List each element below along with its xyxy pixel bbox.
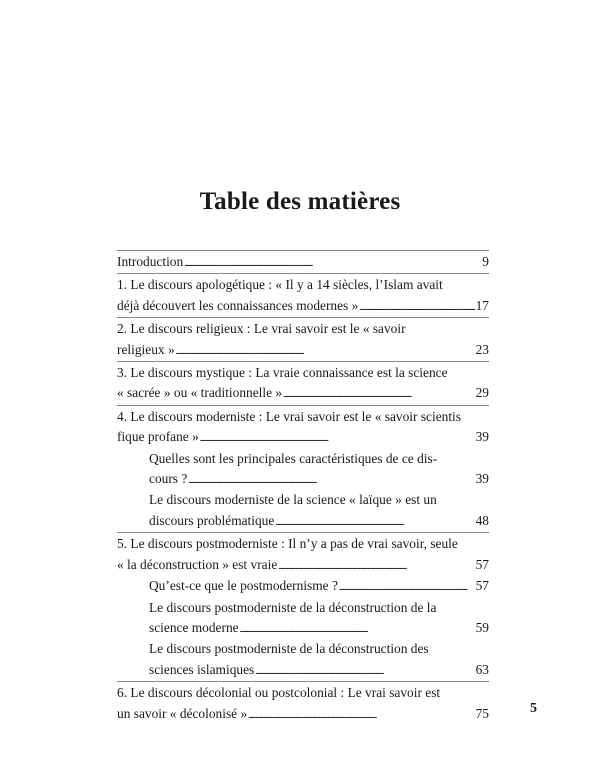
toc-section-entry[interactable] bbox=[149, 576, 489, 597]
toc-entry-text: Quelles sont les principales caractéristiques de ce dis- bbox=[149, 450, 438, 466]
toc-entry-line bbox=[117, 252, 489, 273]
toc-entry-text: Qu’est-ce que le postmodernisme ? bbox=[149, 578, 338, 594]
toc-page-number: 17 bbox=[475, 297, 489, 313]
toc-section-entry[interactable] bbox=[149, 639, 489, 681]
toc-entry-line bbox=[149, 469, 489, 490]
dot-leader bbox=[275, 511, 474, 532]
toc-entry-text: science moderne bbox=[149, 619, 239, 635]
toc-page-number: 23 bbox=[475, 341, 489, 357]
toc-entry-text: Introduction bbox=[117, 254, 184, 269]
page-title: Table des matières bbox=[199, 188, 401, 215]
dot-leader bbox=[188, 469, 474, 490]
dot-leader bbox=[278, 555, 474, 576]
dot-leader bbox=[255, 660, 474, 681]
toc-chapter-entry[interactable] bbox=[117, 361, 489, 405]
dot-leader bbox=[359, 296, 474, 317]
toc-entry-line bbox=[117, 363, 489, 383]
toc-chapter-entry[interactable] bbox=[117, 250, 489, 273]
dot-leader bbox=[240, 618, 475, 639]
toc-page-number: 57 bbox=[475, 556, 489, 572]
dot-leader bbox=[248, 704, 474, 725]
toc-entry-text: déjà découvert les connaissances modernes » bbox=[117, 297, 359, 313]
toc-entry-line bbox=[117, 683, 489, 703]
toc-entry-line bbox=[117, 534, 489, 554]
dot-leader bbox=[339, 576, 475, 597]
toc-section-entry[interactable] bbox=[149, 598, 489, 640]
toc-entry-text: religieux » bbox=[117, 341, 175, 357]
toc-entry-text: 2. Le discours religieux : Le vrai savoir est le « savoir bbox=[117, 321, 406, 337]
toc-chapter-entry[interactable] bbox=[117, 273, 489, 317]
toc-entry-line bbox=[149, 511, 489, 532]
toc-page-number: 9 bbox=[482, 254, 489, 269]
toc-entry-line bbox=[149, 490, 489, 510]
toc-entry-line bbox=[117, 704, 489, 725]
toc-page-number: 48 bbox=[475, 512, 489, 528]
toc-entry-line bbox=[149, 449, 489, 469]
toc-entry-text: un savoir « décolonisé » bbox=[117, 705, 248, 721]
toc-entry-text: 4. Le discours moderniste : Le vrai savoir est le « savoir scientis bbox=[117, 408, 461, 424]
toc-entry-text: 5. Le discours postmoderniste : Il n’y a pas de vrai savoir, seule bbox=[117, 536, 458, 552]
toc-entry-text: fique profane » bbox=[117, 429, 199, 445]
toc-entry-text: 6. Le discours décolonial ou postcolonial : Le vrai savoir est bbox=[117, 685, 441, 701]
toc-entry-text: Le discours moderniste de la science « laïque » est un bbox=[149, 492, 437, 508]
toc-section-entry[interactable] bbox=[149, 449, 489, 491]
toc-entry-text: discours problématique bbox=[149, 512, 275, 528]
toc-page-number: 63 bbox=[475, 661, 489, 677]
toc-entry-text: sciences islamiques bbox=[149, 661, 255, 677]
toc-entry-line bbox=[149, 618, 489, 639]
dot-leader bbox=[184, 252, 481, 273]
toc-page-number: 59 bbox=[475, 619, 489, 635]
toc-entry-line bbox=[117, 296, 489, 317]
toc-page-number: 39 bbox=[475, 429, 489, 445]
toc-page-number: 75 bbox=[475, 705, 489, 721]
toc-entry-text: « sacrée » ou « traditionnelle » bbox=[117, 385, 283, 401]
toc-chapter-entry[interactable] bbox=[117, 405, 489, 449]
dot-leader bbox=[283, 383, 475, 404]
toc-entry-line bbox=[149, 576, 489, 597]
toc-chapter-entry[interactable] bbox=[117, 532, 489, 576]
dot-leader bbox=[176, 340, 475, 361]
toc-section-entry[interactable] bbox=[149, 490, 489, 532]
toc-chapter-entry[interactable] bbox=[117, 681, 489, 725]
toc-entry-line bbox=[117, 340, 489, 361]
page-number: 5 bbox=[530, 701, 537, 716]
toc-entry-text: cours ? bbox=[149, 471, 188, 487]
toc-chapter-entry[interactable] bbox=[117, 317, 489, 361]
toc-entry-line bbox=[117, 319, 489, 339]
toc-entry-text: Le discours postmoderniste de la déconstruction des bbox=[149, 641, 429, 657]
toc-page-number: 57 bbox=[475, 578, 489, 594]
toc-entry-text: 1. Le discours apologétique : « Il y a 14 siècles, l’Islam avait bbox=[117, 277, 443, 293]
toc-entry-line bbox=[117, 427, 489, 448]
toc-entry-text: « la déconstruction » est vraie bbox=[117, 556, 278, 572]
toc-entry-text: 3. Le discours mystique : La vraie connaissance est la science bbox=[117, 365, 448, 381]
dot-leader bbox=[200, 427, 475, 448]
table-of-contents bbox=[117, 250, 489, 725]
toc-entry-line bbox=[149, 660, 489, 681]
toc-entry-text: Le discours postmoderniste de la déconstruction de la bbox=[149, 599, 437, 615]
toc-entry-line bbox=[149, 598, 489, 618]
toc-entry-line bbox=[149, 639, 489, 659]
toc-entry-line bbox=[117, 383, 489, 404]
toc-entry-line bbox=[117, 275, 489, 295]
toc-page-number: 29 bbox=[475, 385, 489, 401]
toc-page-number: 39 bbox=[475, 471, 489, 487]
toc-entry-line bbox=[117, 555, 489, 576]
toc-entry-line bbox=[117, 407, 489, 427]
